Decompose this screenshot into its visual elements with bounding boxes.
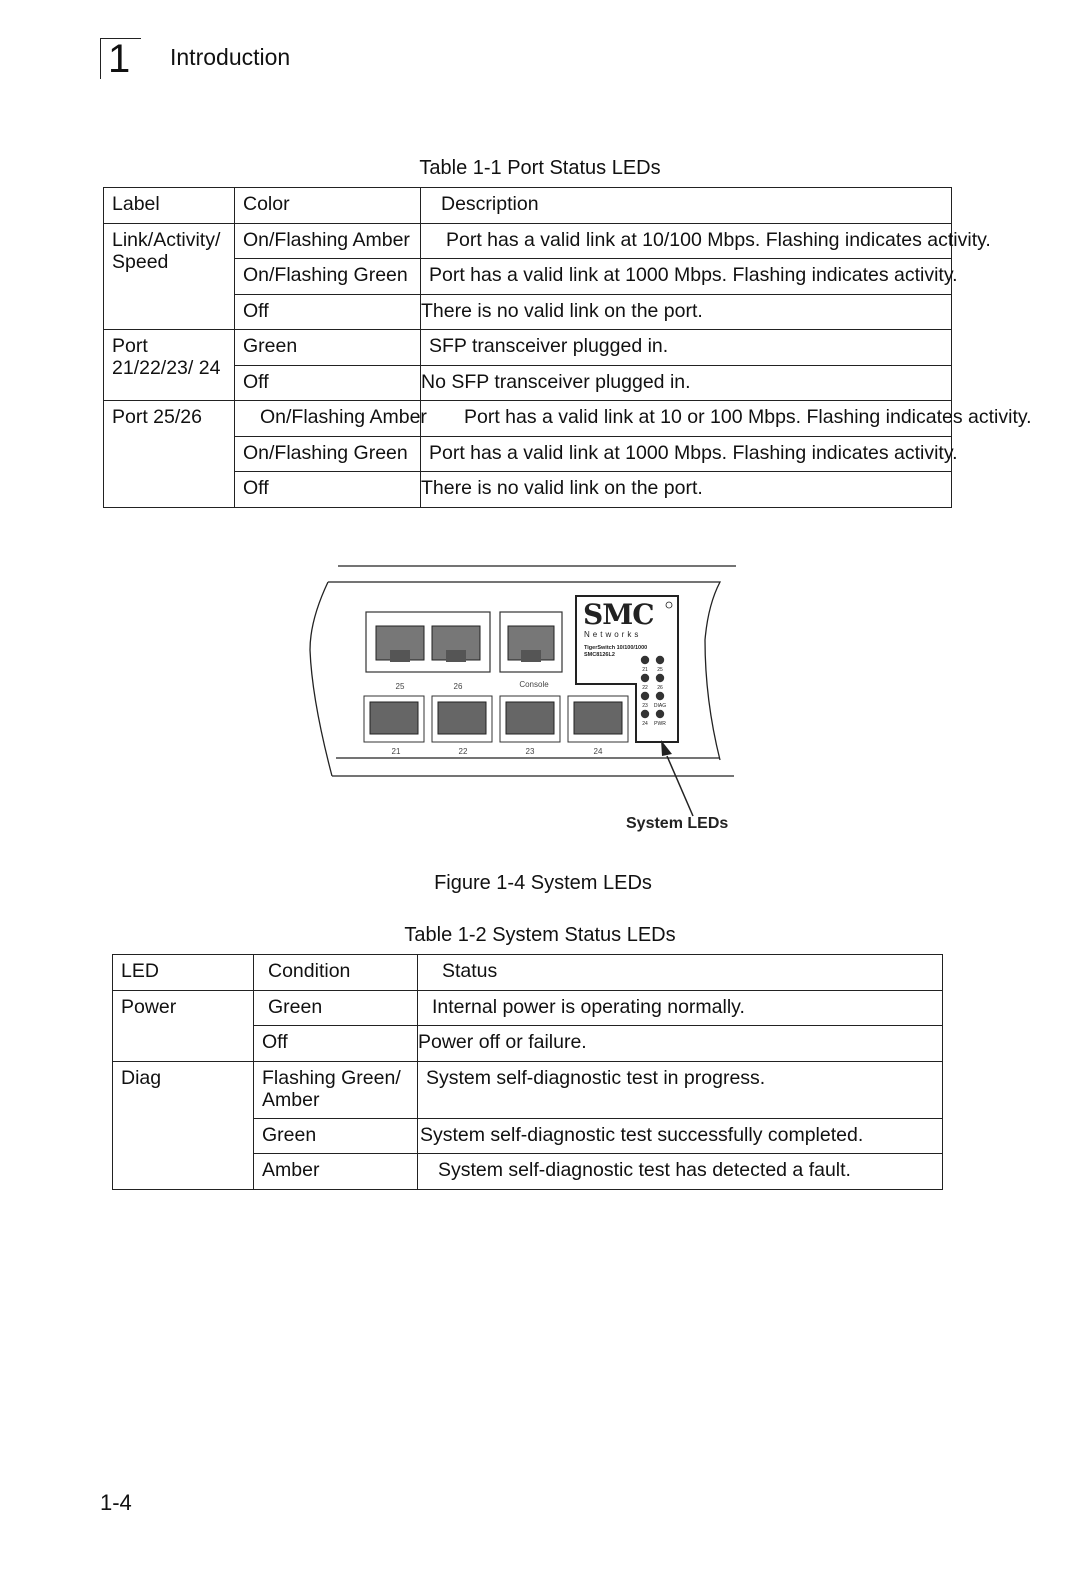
header-color: Color	[235, 188, 421, 224]
row-status: Power off or failure.	[418, 1026, 943, 1062]
row-label: Link/Activity/ Speed	[104, 223, 235, 330]
led-22	[641, 674, 649, 682]
led-label-21: 21	[642, 667, 648, 673]
row-color: On/Flashing Green	[235, 259, 421, 295]
row-color: Off	[235, 472, 421, 508]
row-description: Port has a valid link at 10 or 100 Mbps. Flashing indicates activity.	[421, 401, 952, 437]
page-number: 1-4	[100, 1490, 132, 1515]
row-condition: Green	[254, 1118, 418, 1154]
header-description: Description	[421, 188, 952, 224]
port-label-26: 26	[453, 682, 463, 691]
system-status-table	[112, 954, 943, 1190]
callout-line	[667, 756, 693, 816]
row-label: Port 21/22/23/ 24	[104, 330, 235, 401]
row-color: Off	[235, 294, 421, 330]
header-condition: Condition	[254, 955, 418, 991]
figure-caption: Figure 1-4 System LEDs	[434, 872, 652, 894]
row-led: Diag	[113, 1061, 254, 1189]
console-port	[508, 626, 554, 662]
row-status: System self-diagnostic test has detected a fault.	[418, 1154, 943, 1190]
led-diag	[656, 692, 664, 700]
smc-logo: SMC	[583, 598, 654, 631]
led-label-26: 26	[657, 685, 663, 691]
row-condition: Flashing Green/ Amber	[254, 1061, 418, 1118]
row-description: Port has a valid link at 1000 Mbps. Flashing indicates activity.	[421, 259, 952, 295]
model-number: SMC8126L2	[584, 652, 615, 658]
table-row	[104, 330, 952, 366]
led-label-22: 22	[642, 685, 648, 691]
sfp-label-23: 23	[525, 747, 535, 756]
led-label-diag: DIAG	[653, 703, 667, 709]
row-condition: Amber	[254, 1154, 418, 1190]
sfp-slot-24	[568, 696, 628, 742]
front-panel-figure	[300, 560, 740, 840]
header-status: Status	[418, 955, 943, 991]
led-label-25: 25	[657, 667, 663, 673]
row-color: Off	[235, 365, 421, 401]
row-label: Port 25/26	[104, 401, 235, 508]
sfp-label-24: 24	[593, 747, 603, 756]
table-header-row	[113, 955, 943, 991]
row-status: System self-diagnostic test in progress.	[418, 1061, 943, 1118]
table-row	[113, 1061, 943, 1118]
port-label-25: 25	[395, 682, 405, 691]
networks-wordmark: Networks	[584, 630, 642, 639]
callout-label: System LEDs	[626, 815, 729, 832]
row-color: Green	[235, 330, 421, 366]
row-color: On/Flashing Amber	[235, 401, 421, 437]
console-label: Console	[519, 680, 549, 689]
row-status: System self-diagnostic test successfully completed.	[418, 1118, 943, 1154]
row-description: Port has a valid link at 1000 Mbps. Flashing indicates activity.	[421, 436, 952, 472]
sfp-slot-21	[364, 696, 424, 742]
chapter-title: Introduction	[170, 44, 291, 70]
header-led: LED	[113, 955, 254, 991]
row-description: SFP transceiver plugged in.	[421, 330, 952, 366]
table-row	[113, 990, 943, 1026]
led-25	[656, 656, 664, 664]
sfp-label-22: 22	[458, 747, 468, 756]
row-color: On/Flashing Green	[235, 436, 421, 472]
table-header-row	[104, 188, 952, 224]
rj45-port-26	[432, 626, 480, 662]
led-24	[641, 710, 649, 718]
led-26	[656, 674, 664, 682]
row-description: There is no valid link on the port.	[421, 472, 952, 508]
table2-caption: Table 1-2 System Status LEDs	[404, 924, 676, 946]
row-description: Port has a valid link at 10/100 Mbps. Flashing indicates activity.	[421, 223, 952, 259]
header-label: Label	[104, 188, 235, 224]
row-condition: Green	[254, 990, 418, 1026]
sfp-slot-22	[432, 696, 492, 742]
table-row	[104, 401, 952, 437]
model-name: TigerSwitch 10/100/1000	[584, 645, 648, 651]
table-row	[104, 223, 952, 259]
row-description: No SFP transceiver plugged in.	[421, 365, 952, 401]
row-color: On/Flashing Amber	[235, 223, 421, 259]
row-status: Internal power is operating normally.	[418, 990, 943, 1026]
led-pwr	[656, 710, 664, 718]
row-description: There is no valid link on the port.	[421, 294, 952, 330]
led-label-pwr: PWR	[654, 721, 666, 727]
led-21	[641, 656, 649, 664]
row-condition: Off	[254, 1026, 418, 1062]
sfp-label-21: 21	[391, 747, 401, 756]
led-23	[641, 692, 649, 700]
led-label-24: 24	[642, 721, 648, 727]
table1-caption: Table 1-1 Port Status LEDs	[419, 157, 661, 179]
port-status-table	[103, 187, 1032, 508]
row-led: Power	[113, 990, 254, 1061]
chapter-number: 1	[108, 37, 131, 81]
rj45-port-25	[376, 626, 424, 662]
led-label-23: 23	[642, 703, 648, 709]
sfp-slot-23	[500, 696, 560, 742]
